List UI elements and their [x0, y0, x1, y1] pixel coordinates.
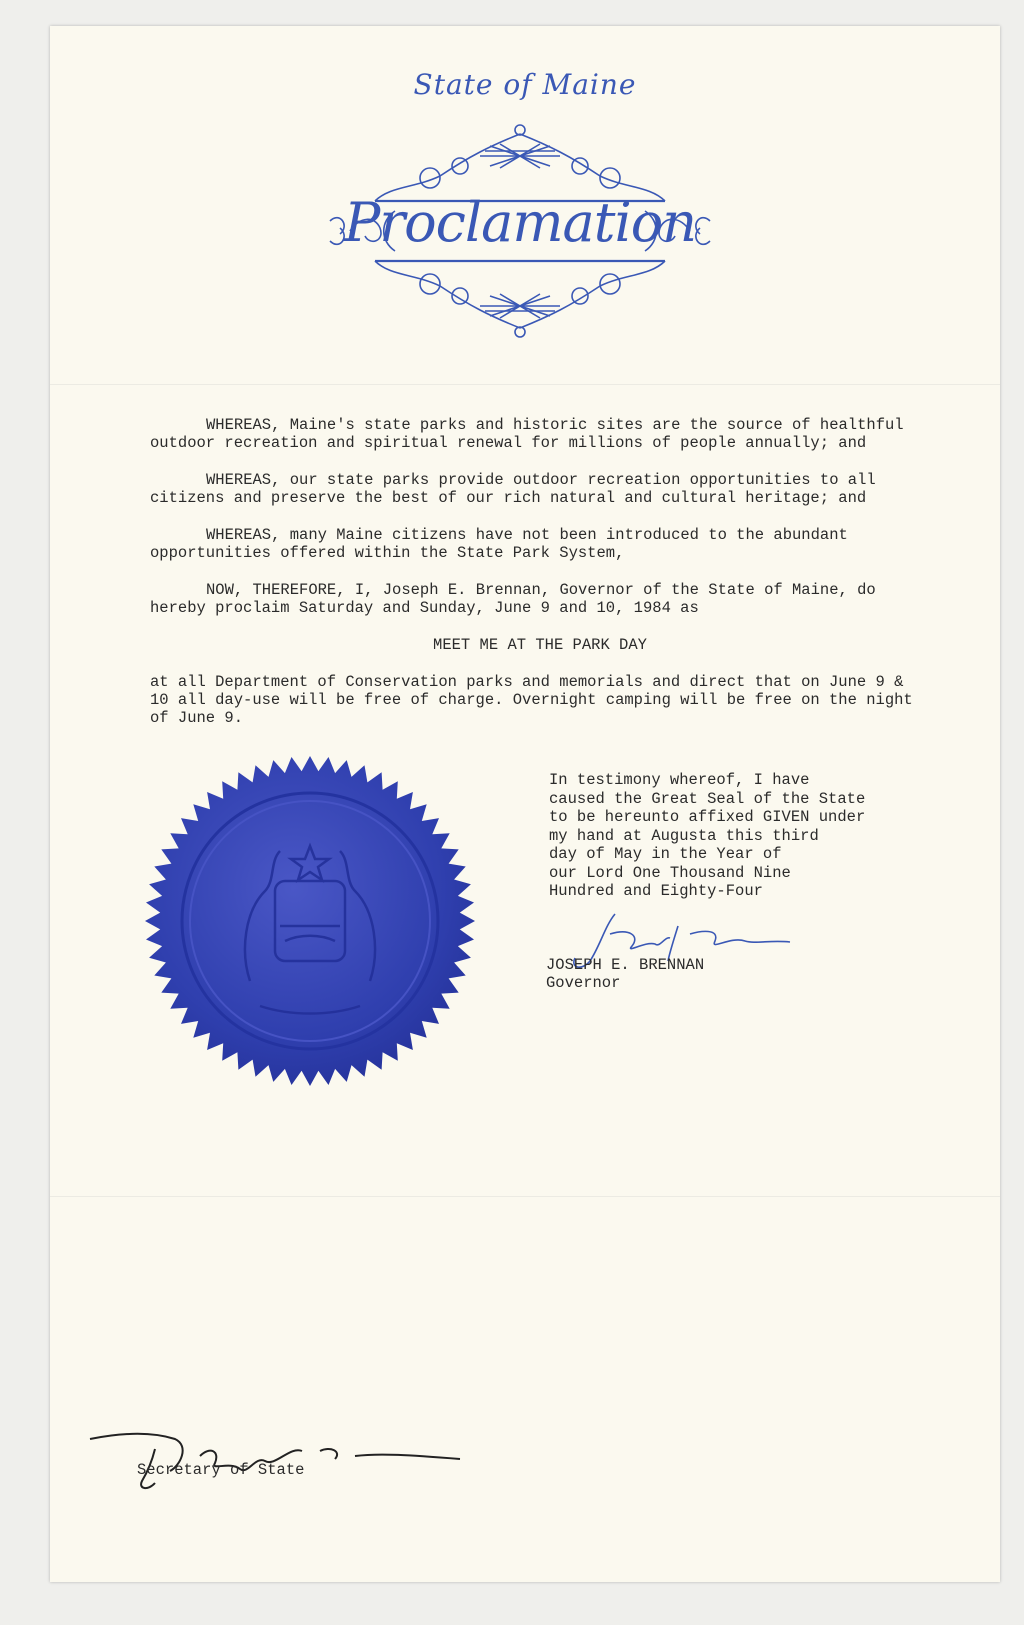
state-title: State of Maine [413, 68, 637, 101]
proclamation-body [150, 416, 930, 746]
secretary-of-state-label: Secretary of State [137, 1461, 305, 1479]
whereas-paragraph-1: WHEREAS, Maine's state parks and historic sites are the source of healthful outdoor recreation and spiritual renewal for millions of people annually; and [150, 416, 904, 452]
whereas-paragraph-3: WHEREAS, many Maine citizens have not been introduced to the abundant opportunities offered within the State Park System, [150, 526, 848, 562]
governor-title: Governor [546, 974, 621, 992]
governor-name: JOSEPH E. BRENNAN [546, 956, 705, 974]
proclamation-paper [50, 26, 1000, 1582]
testimony-line: our Lord One Thousand Nine [549, 863, 791, 882]
testimony-line: In testimony whereof, I have [549, 771, 810, 789]
testimony-line: Hundred and Eighty-Four [549, 882, 763, 900]
testimony-line: to be hereunto affixed GIVEN under [549, 808, 866, 826]
secretary-signature [80, 1411, 480, 1501]
paper-fold-line [50, 384, 1000, 385]
testimony-line: caused the Great Seal of the State [549, 789, 866, 808]
testimony-line: day of May in the Year of [549, 845, 782, 863]
proclaimed-day-heading: MEET ME AT THE PARK DAY [433, 636, 647, 654]
therefore-paragraph: NOW, THEREFORE, I, Joseph E. Brennan, Governor of the State of Maine, do hereby proclaim Saturday and Sunday, June 9 and 10, 1984 as [150, 581, 876, 617]
proclamation-title: Proclamation [343, 191, 697, 254]
testimony-block [549, 771, 889, 901]
great-seal-icon [140, 751, 480, 1091]
paper-fold-line [50, 1196, 1000, 1197]
whereas-paragraph-2: WHEREAS, our state parks provide outdoor recreation opportunities to all citizens and preserve the best of our rich natural and cultural heritage; and [150, 471, 876, 507]
testimony-line: my hand at Augusta this third [549, 826, 819, 845]
closing-paragraph: at all Department of Conservation parks and memorials and direct that on June 9 & 10 all day-use will be free of charge. Overnight camping will be free on the night of June 9. [150, 673, 913, 727]
governor-block [546, 956, 704, 992]
